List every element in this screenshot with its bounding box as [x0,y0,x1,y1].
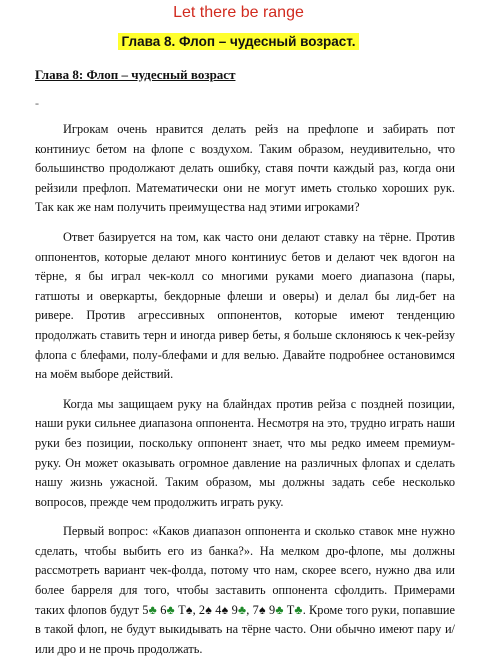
chapter-banner [0,33,477,51]
chapter-banner-text: Глава 8. Флоп – чудесный возраст. [118,33,360,50]
card-rank: 2 [198,602,206,617]
document-top-title: Let there be range [173,4,304,21]
club-suit-icon: ♣ [148,602,157,617]
club-suit-icon: ♣ [275,602,284,617]
paragraph-3: Когда мы защищаем руку на блайндах против рейза с поздней позиции, наши руки сильнее диапазона оппонента. Несмотря на это, трудно играть наши руки без позиции, поскольку оппонент знает, что мы редко имеем премиум-руку. Он может оказывать огромное давление на различных флопах и сделать нашу жизнь ужасной. Таким образом, мы должны задать себе несколько вопросов, прежде чем продолжить играть руку. [35,396,455,509]
club-suit-icon: ♣ [294,602,303,617]
card-rank: T [178,602,186,617]
card-rank: T [286,602,295,617]
card-rank: 6 [160,602,167,617]
document-body [35,120,455,659]
card-rank: 9 [269,602,276,617]
paragraph-2: Ответ базируется на том, как часто они делают ставку на тёрне. Против оппонентов, которые делают много континиус бетов и делают чек вдогон на тёрне, я бы играл чек-колл со многими руками моего диапазона (пары, гатшоты и оверкарты, бекдорные флеши и оверы) и делал бы лид-бет на ривере. Против агрессивных оппонентов, которые имеют тенденцию продолжать ставить терн и иногда ривер беты, я больше склоняюсь к чек-рейзу флопа с блефами, полу-блефами и для велью. Давайте подробнее остановимся на моём выборе действий. [35,229,455,382]
paragraph-4-after: . Кроме того руки, попавшие в такой флоп, не будут выкидывать на тёрне часто. Они обычно имеют пару и/или дро и не прочь продолжать. [35,602,455,656]
paragraph-1: Игрокам очень нравится делать рейз на префлопе и забирать пот континиус бетом на флопе с воздухом. Таким образом, неудивительно, что большинство продолжают делать ошибку, ставя почти каждый раз, когда они рейзили префлоп. Математически они не могут иметь столько хороших рук. Так как же нам получить преимущества над этими игроками? [35,122,455,215]
club-suit-icon: ♣ [237,602,247,617]
card-rank: 4 [215,602,222,617]
flop-separator: , [192,602,199,617]
flop-separator: , [246,602,253,617]
spade-suit-icon: ♠ [221,602,229,617]
card-rank: 9 [231,602,238,617]
dash-marker: - [35,96,39,110]
club-suit-icon: ♣ [166,602,175,617]
flop-example-1 [142,603,192,617]
paragraph-4 [35,522,455,659]
spade-suit-icon: ♠ [258,602,266,617]
chapter-heading: Глава 8: Флоп – чудесный возраст [35,67,236,82]
flop-example-3 [253,603,303,617]
flop-example-2 [199,603,246,617]
paragraph-4-before: Первый вопрос: «Каков диапазон оппонента и сколько ставок мне нужно сделать, чтобы выбить его из банка?». На мелком дро-флопе, мы должны рассмотреть вариант чек-фолда, потому что нам, скорее всего, нужно два или более барреля для того, чтобы заставить оппонента сфолдить. Примерами таких флопов будут [35,524,455,617]
spade-suit-icon: ♠ [205,602,213,617]
spade-suit-icon: ♠ [185,602,193,617]
card-rank: 7 [252,602,259,617]
card-rank: 5 [142,602,149,617]
